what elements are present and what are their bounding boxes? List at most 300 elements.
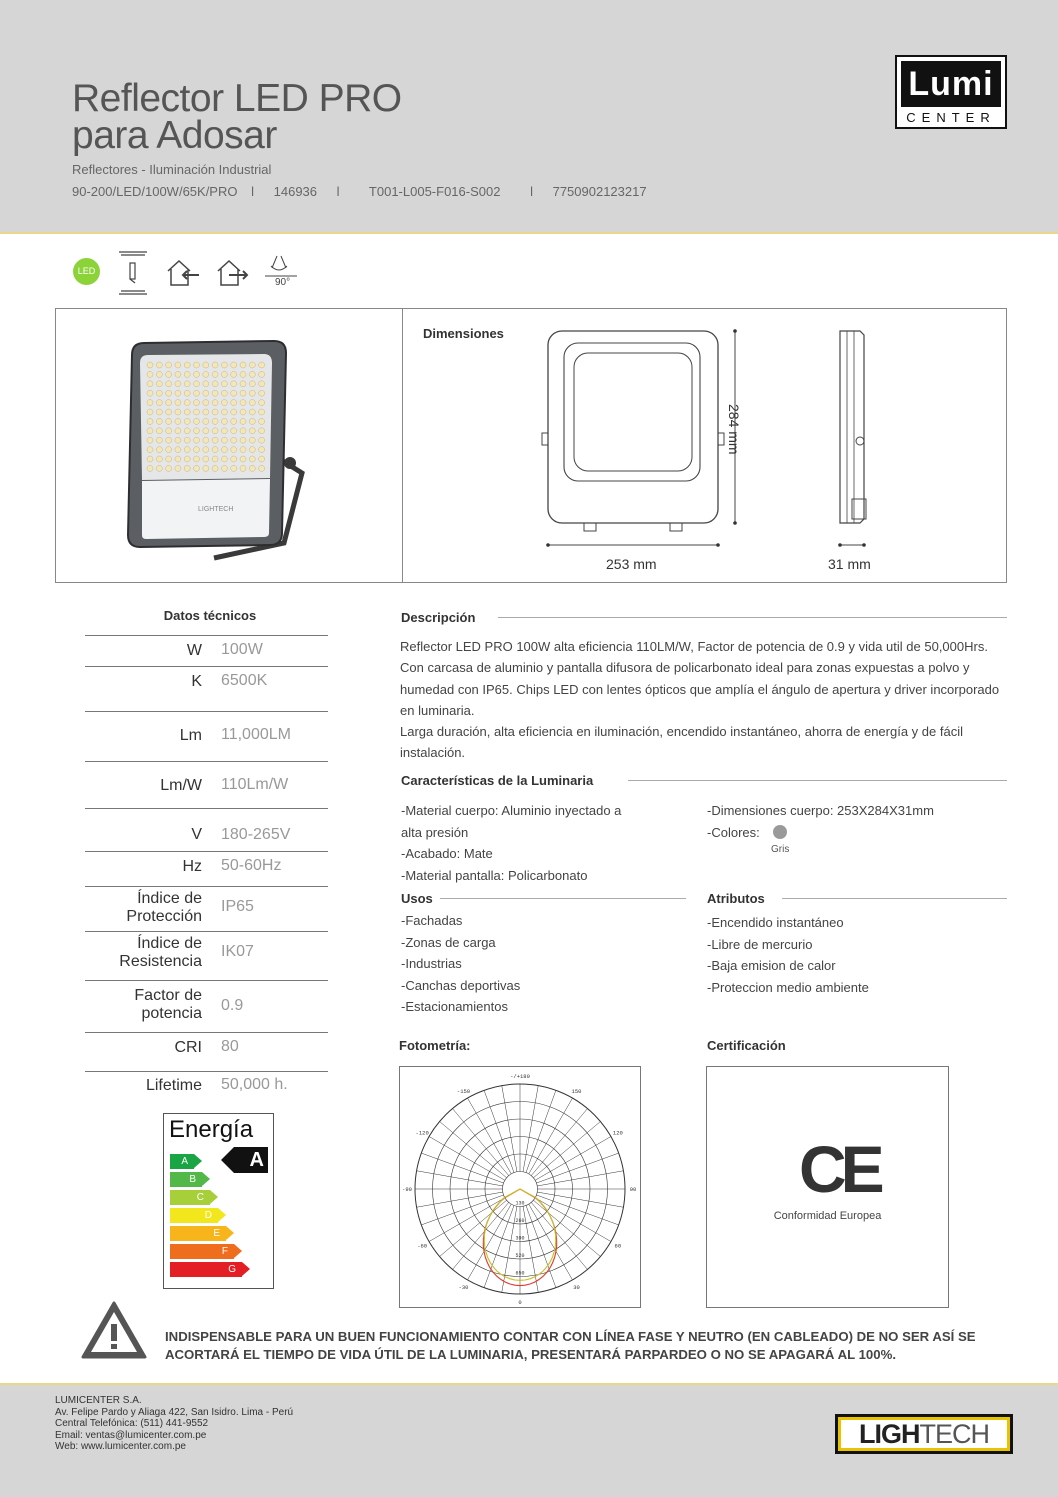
warning-text: INDISPENSABLE PARA UN BUEN FUNCIONAMIENTO CONTAR CON LÍNEA FASE Y NEUTRO (EN CABLEADO) DE NO SER ASÍ SE ACORTARÁ EL TIEMPO DE VIDA ÚTIL DE LA LUMINARIA, PRESENTARÁ PARPARDEO O NO SE APAGARÁ AL 100%. — [165, 1329, 976, 1362]
led-chip — [249, 381, 255, 387]
led-chip — [240, 390, 246, 396]
features-title: Características de la Luminaria — [401, 773, 594, 788]
led-chip — [249, 362, 255, 368]
led-chip — [166, 362, 172, 368]
led-chip — [259, 465, 265, 471]
tech-key: Índice de Protección — [126, 890, 202, 925]
polar-spoke — [453, 1109, 509, 1176]
polar-angle-label: -150 — [456, 1088, 471, 1096]
led-chip — [166, 409, 172, 415]
led-chip — [156, 447, 162, 453]
led-chip — [184, 381, 190, 387]
tech-value: 50-60Hz — [221, 857, 282, 874]
tech-row — [85, 931, 328, 980]
polar-spoke — [536, 1153, 618, 1183]
led-chip — [194, 418, 200, 424]
polar-angle-label: -30 — [458, 1283, 469, 1291]
led-chip — [175, 400, 181, 406]
energy-title: Energía — [169, 1116, 254, 1143]
tech-row — [85, 761, 328, 808]
tech-value: IP65 — [221, 898, 254, 915]
code-model: 90-200/LED/100W/65K/PRO — [72, 184, 238, 199]
led-chip — [203, 437, 209, 443]
led-chip — [240, 447, 246, 453]
feature-item: -Material pantalla: Policarbonato — [401, 867, 588, 883]
led-chip — [240, 381, 246, 387]
tech-row — [85, 1032, 328, 1071]
feature-dimensions: -Dimensiones cuerpo: 253X284X31mm — [707, 803, 934, 818]
led-chip — [231, 447, 237, 453]
led-chip — [175, 447, 181, 453]
led-chip — [194, 428, 200, 434]
led-chip — [156, 362, 162, 368]
polar-angle-label: -90 — [402, 1186, 412, 1193]
tech-row — [85, 980, 328, 1032]
led-chip — [231, 428, 237, 434]
led-chip — [175, 437, 181, 443]
polar-angle-label: 90 — [629, 1186, 637, 1193]
depth-label: 31 mm — [828, 556, 871, 572]
color-name: Gris — [771, 844, 790, 855]
led-chip — [156, 390, 162, 396]
polar-radial-label: 260 — [515, 1218, 525, 1224]
company-info — [55, 1395, 293, 1453]
usos-item: -Zonas de carga — [401, 934, 496, 950]
polar-radial-label: 650 — [515, 1270, 525, 1277]
usos-list — [401, 910, 520, 1018]
led-chip — [240, 362, 246, 368]
led-chip — [203, 400, 209, 406]
polar-spoke — [537, 1192, 623, 1207]
led-chip — [147, 371, 153, 377]
led-chip — [240, 465, 246, 471]
led-chip — [221, 447, 227, 453]
outdoor-icon — [215, 258, 251, 288]
led-chip — [212, 456, 218, 462]
company-name: LUMICENTER S.A. — [55, 1395, 142, 1406]
led-chip — [212, 371, 218, 377]
led-chip — [221, 409, 227, 415]
led-chip — [203, 447, 209, 453]
energy-class-g: G — [170, 1262, 242, 1277]
led-chip — [212, 381, 218, 387]
led-chip — [212, 409, 218, 415]
led-chip — [175, 418, 181, 424]
atributo-item: -Baja emision de calor — [707, 958, 836, 973]
company-web[interactable]: Web: www.lumicenter.com.pe — [55, 1441, 186, 1452]
led-chip — [184, 400, 190, 406]
led-chip — [147, 456, 153, 462]
description-text — [400, 636, 1010, 764]
polar-angle-label: -/+180 — [510, 1073, 530, 1080]
polar-spoke — [440, 1200, 507, 1256]
box-divider — [402, 309, 403, 582]
led-chip — [166, 465, 172, 471]
header — [0, 0, 1058, 234]
led-chip — [259, 381, 265, 387]
product-photo — [114, 333, 314, 563]
tech-value: IK07 — [221, 943, 254, 960]
tech-key: Lm/W — [160, 777, 202, 794]
led-chip — [231, 465, 237, 471]
led-chip — [203, 362, 209, 368]
led-chip — [221, 390, 227, 396]
led-chip — [175, 381, 181, 387]
atributos-title: Atributos — [707, 891, 765, 906]
led-chip — [203, 381, 209, 387]
led-chip — [184, 447, 190, 453]
width-label: 253 mm — [606, 556, 657, 572]
led-chip — [147, 418, 153, 424]
led-chip — [249, 428, 255, 434]
led-chip — [221, 456, 227, 462]
certification-box — [706, 1066, 949, 1308]
tech-key: Lifetime — [145, 1077, 202, 1094]
led-chip — [194, 409, 200, 415]
features-list-left — [401, 800, 621, 886]
polar-angle-label: -60 — [417, 1242, 428, 1250]
led-chip — [156, 409, 162, 415]
lightech-bold: LIGH — [859, 1419, 920, 1449]
led-chip — [212, 428, 218, 434]
led-chip — [203, 390, 209, 396]
led-chip — [156, 371, 162, 377]
tech-key: W — [186, 642, 202, 659]
led-chip — [156, 428, 162, 434]
led-chip — [184, 428, 190, 434]
led-chip — [231, 409, 237, 415]
tech-value: 110Lm/W — [221, 776, 289, 793]
beam-angle-label: 90° — [275, 277, 291, 288]
title-line-2: para Adosar — [72, 114, 277, 157]
product-dimensions-box — [55, 308, 1007, 583]
energy-class-d: D — [170, 1208, 218, 1223]
led-chip — [194, 465, 200, 471]
led-chip — [249, 390, 255, 396]
led-chip — [184, 465, 190, 471]
polar-angle-label: 0 — [518, 1299, 522, 1306]
led-chip — [203, 418, 209, 424]
led-chip — [212, 447, 218, 453]
led-chip — [212, 418, 218, 424]
lightech-thin: TECH — [919, 1419, 989, 1449]
polar-spoke — [484, 1090, 514, 1172]
polar-spoke — [531, 1109, 587, 1176]
led-chip — [203, 428, 209, 434]
polar-angle-label: 60 — [614, 1242, 622, 1250]
led-chip — [249, 371, 255, 377]
usos-title: Usos — [401, 891, 433, 906]
polar-spoke — [502, 1086, 517, 1172]
energy-class-a: A — [170, 1154, 194, 1169]
led-chip — [156, 381, 162, 387]
usos-item: -Estacionamientos — [401, 999, 508, 1014]
led-chip — [147, 390, 153, 396]
feature-item: alta presión — [401, 824, 469, 840]
led-chip — [240, 437, 246, 443]
description-title: Descripción — [401, 610, 476, 625]
led-chip — [194, 456, 200, 462]
led-chip — [259, 409, 265, 415]
polar-spoke — [421, 1153, 503, 1183]
led-chip — [240, 428, 246, 434]
polar-spoke — [440, 1122, 507, 1178]
led-chip — [259, 400, 265, 406]
lightech-logo — [835, 1414, 1013, 1454]
led-chip — [240, 400, 246, 406]
led-chip — [147, 400, 153, 406]
led-chip — [240, 456, 246, 462]
led-chip — [184, 437, 190, 443]
energy-class-b: B — [170, 1172, 202, 1187]
tech-row — [85, 886, 328, 931]
led-chip — [249, 437, 255, 443]
tech-value: 6500K — [221, 672, 268, 689]
lumicenter-logo — [895, 55, 1007, 129]
polar-angle-label: 120 — [612, 1129, 623, 1137]
code-separator: l — [530, 184, 533, 199]
led-chip — [166, 418, 172, 424]
led-chip — [212, 390, 218, 396]
led-chip — [147, 447, 153, 453]
led-chip — [156, 456, 162, 462]
led-chip — [184, 362, 190, 368]
usos-rule — [440, 898, 686, 899]
led-chip — [212, 437, 218, 443]
footer — [0, 1383, 1058, 1497]
led-chip — [184, 418, 190, 424]
atributo-item: -Libre de mercurio — [707, 936, 813, 952]
polar-spoke — [453, 1202, 509, 1269]
polar-spoke — [531, 1202, 587, 1269]
surface-mount-icon — [117, 250, 149, 298]
fotometria-title: Fotometría: — [399, 1038, 471, 1053]
led-chip — [249, 409, 255, 415]
led-chip — [240, 409, 246, 415]
led-chip — [194, 381, 200, 387]
led-chip — [259, 437, 265, 443]
led-chip — [156, 400, 162, 406]
features-list-right — [707, 800, 934, 843]
led-chip — [259, 447, 265, 453]
tech-row — [85, 635, 328, 666]
feature-colors: -Colores: — [707, 824, 760, 840]
polar-spoke — [537, 1171, 623, 1186]
tech-key: K — [191, 673, 202, 690]
polar-spoke — [533, 1122, 600, 1178]
tech-value: 180-265V — [221, 826, 291, 843]
usos-item: -Canchas deportivas — [401, 977, 521, 993]
polar-spoke — [417, 1192, 503, 1207]
atributos-rule — [782, 898, 1007, 899]
led-chip — [147, 465, 153, 471]
led-chip — [166, 428, 172, 434]
led-chip — [259, 362, 265, 368]
led-chip — [240, 371, 246, 377]
product-brand-mark: LIGHTECH — [198, 506, 234, 513]
led-chip — [194, 390, 200, 396]
led-chip — [166, 400, 172, 406]
logo-top-text: Lumi — [901, 61, 1001, 107]
led-chip — [231, 371, 237, 377]
led-chip — [156, 465, 162, 471]
led-chip — [231, 362, 237, 368]
tech-row — [85, 1071, 328, 1101]
polar-angle-label: 150 — [571, 1088, 582, 1096]
led-chip — [203, 409, 209, 415]
polar-spoke — [421, 1195, 503, 1225]
led-icon: LED — [73, 258, 100, 285]
led-chip — [147, 428, 153, 434]
certificacion-title: Certificación — [707, 1038, 786, 1053]
led-chip — [166, 371, 172, 377]
description-paragraph-1: Reflector LED PRO 100W alta eficiencia 110LM/W, Factor de potencia de 0.9 y vida util de 50,000Hrs. Con carcasa de aluminio y pantalla difusora de policarbonato ideal para zonas expuestas a polvo y humedad con IP65. Chips LED con lentes ópticos que amplía el ángulo de apertura y driver incorporado en luminaria. — [400, 639, 1000, 718]
led-chip — [212, 400, 218, 406]
photometry-box — [399, 1066, 641, 1308]
usos-item: -Fachadas — [401, 913, 463, 928]
atributo-item: -Proteccion medio ambiente — [707, 979, 869, 995]
code-ean: 7750902123217 — [552, 184, 647, 199]
height-label: 284 mm — [726, 404, 742, 455]
led-chip — [147, 437, 153, 443]
led-chip — [184, 371, 190, 377]
polar-radial-label: 390 — [515, 1235, 525, 1242]
warning-icon — [80, 1300, 148, 1360]
led-chip — [184, 456, 190, 462]
led-chip — [166, 456, 172, 462]
polar-radial-label: 520 — [515, 1253, 525, 1259]
led-chip — [166, 381, 172, 387]
led-chip — [166, 447, 172, 453]
ce-label: Conformidad Europea — [773, 1210, 882, 1222]
led-chip — [212, 465, 218, 471]
led-chip — [184, 409, 190, 415]
led-chip — [231, 437, 237, 443]
tech-key: Hz — [182, 858, 202, 875]
led-chip — [259, 418, 265, 424]
company-email[interactable]: Email: ventas@lumicenter.com.pe — [55, 1429, 207, 1441]
dimensions-title: Dimensiones — [423, 326, 504, 341]
product-category: Reflectores - Iluminación Industrial — [72, 162, 272, 177]
tech-key: Factor de potencia — [134, 987, 202, 1022]
led-chip — [194, 447, 200, 453]
led-chip — [221, 418, 227, 424]
company-address: Av. Felipe Pardo y Aliaga 422, San Isidro. Lima - Perú — [55, 1406, 294, 1418]
polar-angle-label: -120 — [415, 1129, 429, 1137]
photometry-polar-diagram — [400, 1067, 640, 1307]
energy-class-c: C — [170, 1190, 210, 1205]
code-id: 146936 — [273, 184, 318, 199]
tech-key: Lm — [179, 727, 202, 744]
description-rule — [498, 617, 1007, 618]
led-chip — [147, 362, 153, 368]
code-ref: T001-L005-F016-S002 — [368, 184, 501, 199]
led-chip — [221, 381, 227, 387]
tech-key: V — [191, 826, 202, 843]
tech-value: 50,000 h. — [221, 1076, 288, 1093]
led-chip — [194, 400, 200, 406]
led-chip — [203, 371, 209, 377]
polar-spoke — [533, 1200, 600, 1256]
led-chip — [221, 362, 227, 368]
led-chip — [147, 409, 153, 415]
led-chip — [231, 390, 237, 396]
ce-mark-icon: CE — [799, 1132, 879, 1206]
dimension-drawing — [534, 323, 894, 563]
led-chip — [240, 418, 246, 424]
led-chip — [249, 400, 255, 406]
title-line-1: Reflector LED PRO — [72, 77, 402, 120]
led-chip — [212, 362, 218, 368]
feature-item: -Acabado: Mate — [401, 846, 493, 861]
led-chip — [259, 390, 265, 396]
led-chip — [166, 437, 172, 443]
led-chip — [175, 371, 181, 377]
led-chip — [249, 465, 255, 471]
tech-value: 80 — [221, 1038, 239, 1055]
tech-key: CRI — [174, 1039, 202, 1056]
company-phone: Central Telefónica: (511) 441-9552 — [55, 1418, 209, 1429]
led-chip — [156, 418, 162, 424]
led-chip — [259, 456, 265, 462]
polar-angle-label: 30 — [573, 1283, 580, 1291]
led-chip — [203, 456, 209, 462]
polar-spoke — [523, 1086, 538, 1172]
led-chip — [166, 390, 172, 396]
led-chip — [203, 465, 209, 471]
indoor-icon — [165, 258, 201, 288]
tech-value: 100W — [221, 641, 263, 658]
led-chip — [221, 400, 227, 406]
led-chip — [194, 437, 200, 443]
polar-radial-label: 130 — [515, 1200, 525, 1207]
led-chip — [175, 465, 181, 471]
tech-row — [85, 666, 328, 711]
led-chip — [175, 428, 181, 434]
led-chip — [175, 390, 181, 396]
logo-bottom-text: CENTER — [906, 110, 996, 125]
led-chip — [221, 371, 227, 377]
energy-label — [163, 1113, 274, 1289]
led-chip — [231, 381, 237, 387]
polar-spoke — [536, 1195, 618, 1225]
led-chip — [249, 447, 255, 453]
product-title — [72, 77, 402, 157]
tech-row — [85, 808, 328, 851]
product-codes — [72, 184, 647, 199]
code-separator: l — [251, 184, 254, 199]
polar-spoke — [526, 1090, 556, 1172]
led-chip — [147, 381, 153, 387]
led-chip — [249, 418, 255, 424]
energy-class-f: F — [170, 1244, 234, 1259]
led-chip — [194, 362, 200, 368]
led-chip — [175, 456, 181, 462]
feature-item: -Material cuerpo: Aluminio inyectado a — [401, 803, 622, 818]
tech-data-title: Datos técnicos — [163, 608, 257, 623]
led-chip — [249, 456, 255, 462]
color-swatch-gris — [773, 825, 787, 839]
led-chip — [259, 428, 265, 434]
energy-rating: A — [234, 1147, 268, 1173]
polar-spoke — [417, 1171, 503, 1186]
energy-class-e: E — [170, 1226, 226, 1241]
tech-key: Índice de Resistencia — [119, 935, 202, 970]
led-chip — [221, 465, 227, 471]
tech-value: 0.9 — [221, 997, 244, 1014]
led-chip — [194, 371, 200, 377]
led-chip — [156, 437, 162, 443]
